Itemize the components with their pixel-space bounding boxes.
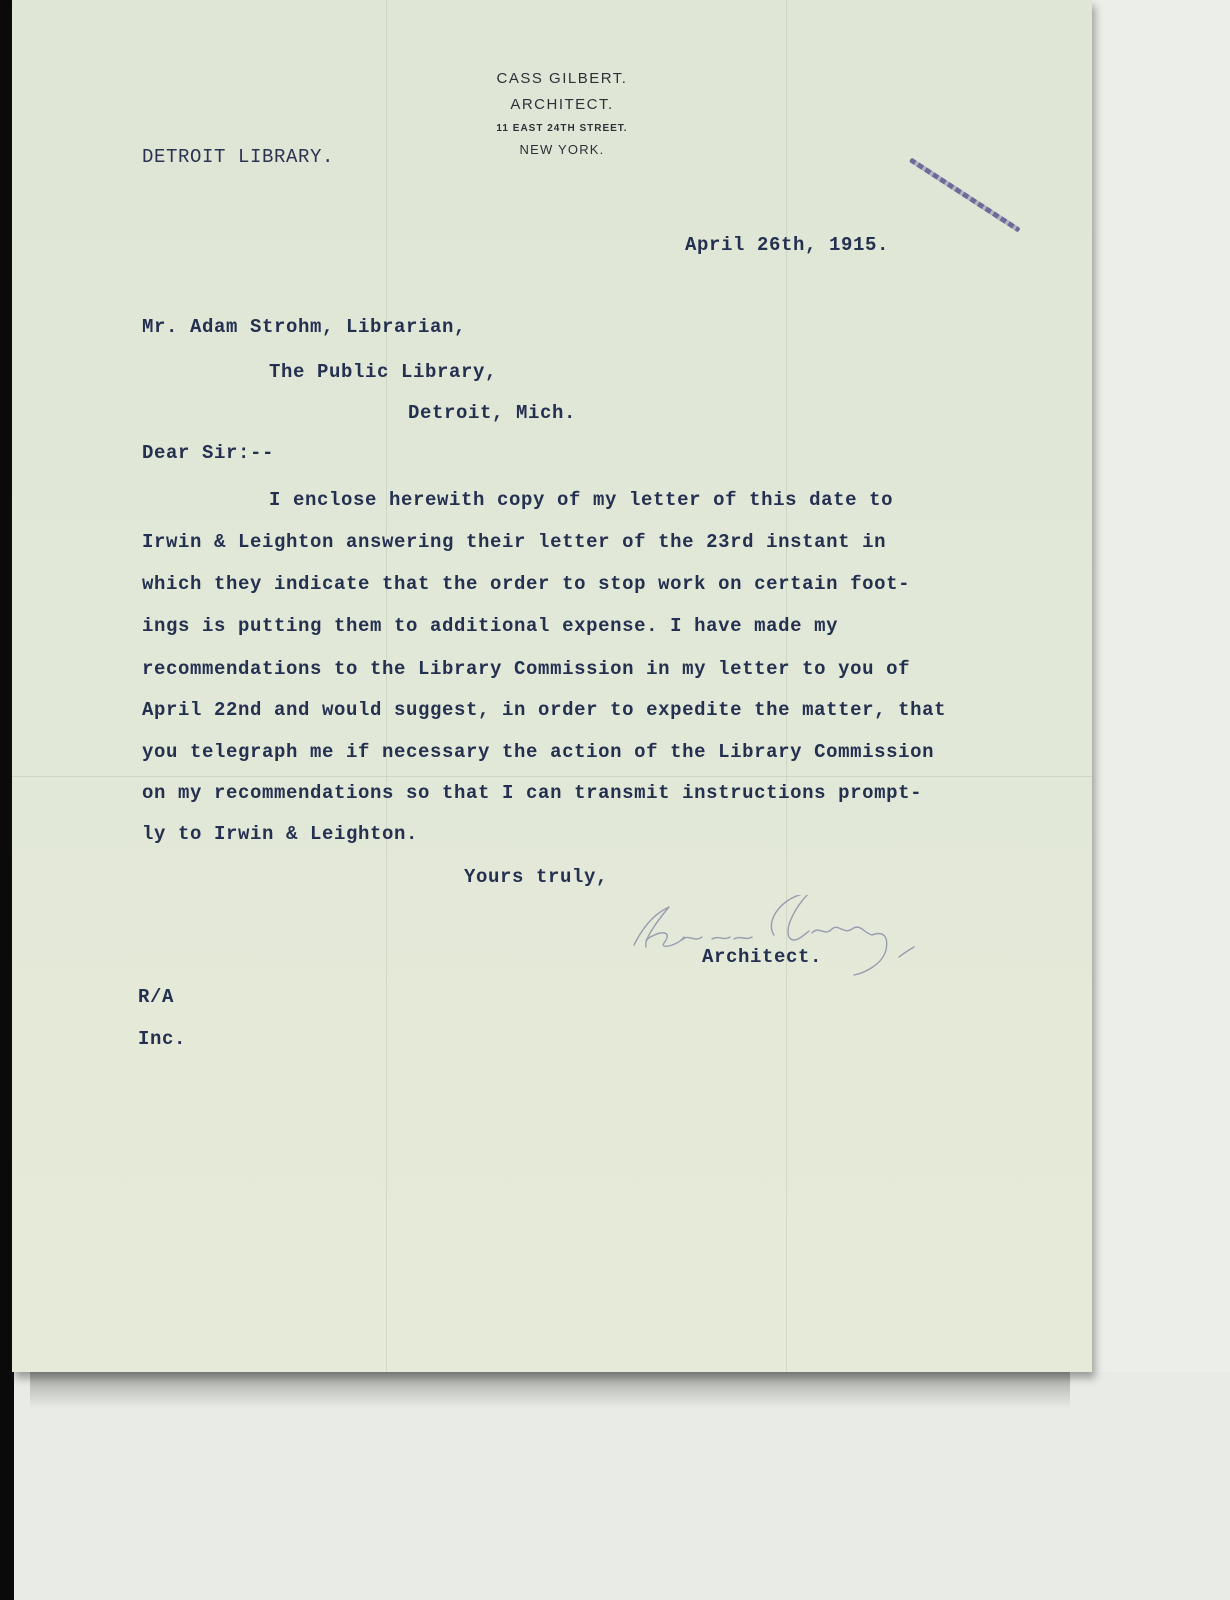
closing: Yours truly, [464,866,609,888]
salutation: Dear Sir:-- [142,442,275,464]
letterhead-city: NEW YORK. [519,142,605,157]
letter-date: April 26th, 1915. [685,234,890,256]
address-line: The Public Library, [269,361,498,383]
fold-line [386,0,387,1372]
scan-margin [1092,0,1230,1372]
subject-line: DETROIT LIBRARY. [142,146,335,168]
enclosure-note: Inc. [138,1028,187,1050]
body-line: which they indicate that the order to stop work on certain foot- [142,573,911,595]
address-line: Detroit, Mich. [408,402,577,424]
reference-initials: R/A [138,986,175,1008]
letterhead-name: CASS GILBERT. [496,70,628,87]
body-line: you telegraph me if necessary the action of the Library Commission [142,741,935,763]
body-line: Irwin & Leighton answering their letter of the 23rd instant in [142,531,887,553]
handwritten-signature [624,895,924,985]
received-stamp [905,152,1025,240]
body-line: ly to Irwin & Leighton. [142,823,419,845]
body-line: I enclose herewith copy of my letter of this date to [269,489,894,511]
address-line: Mr. Adam Strohm, Librarian, [142,316,467,338]
page-shadow [30,1368,1070,1408]
letterhead-role: ARCHITECT. [510,96,614,113]
fold-line [12,776,1092,777]
body-line: recommendations to the Library Commission in my letter to you of [142,658,911,680]
letter-sheet [12,0,1092,1372]
body-line: ings is putting them to additional expense. I have made my [142,615,839,637]
letterhead-street: 11 EAST 24TH STREET. [496,123,628,134]
body-line: on my recommendations so that I can transmit instructions prompt- [142,782,923,804]
fold-line [786,0,787,1372]
body-line: April 22nd and would suggest, in order to expedite the matter, that [142,699,947,721]
signature-title: Architect. [702,946,823,968]
